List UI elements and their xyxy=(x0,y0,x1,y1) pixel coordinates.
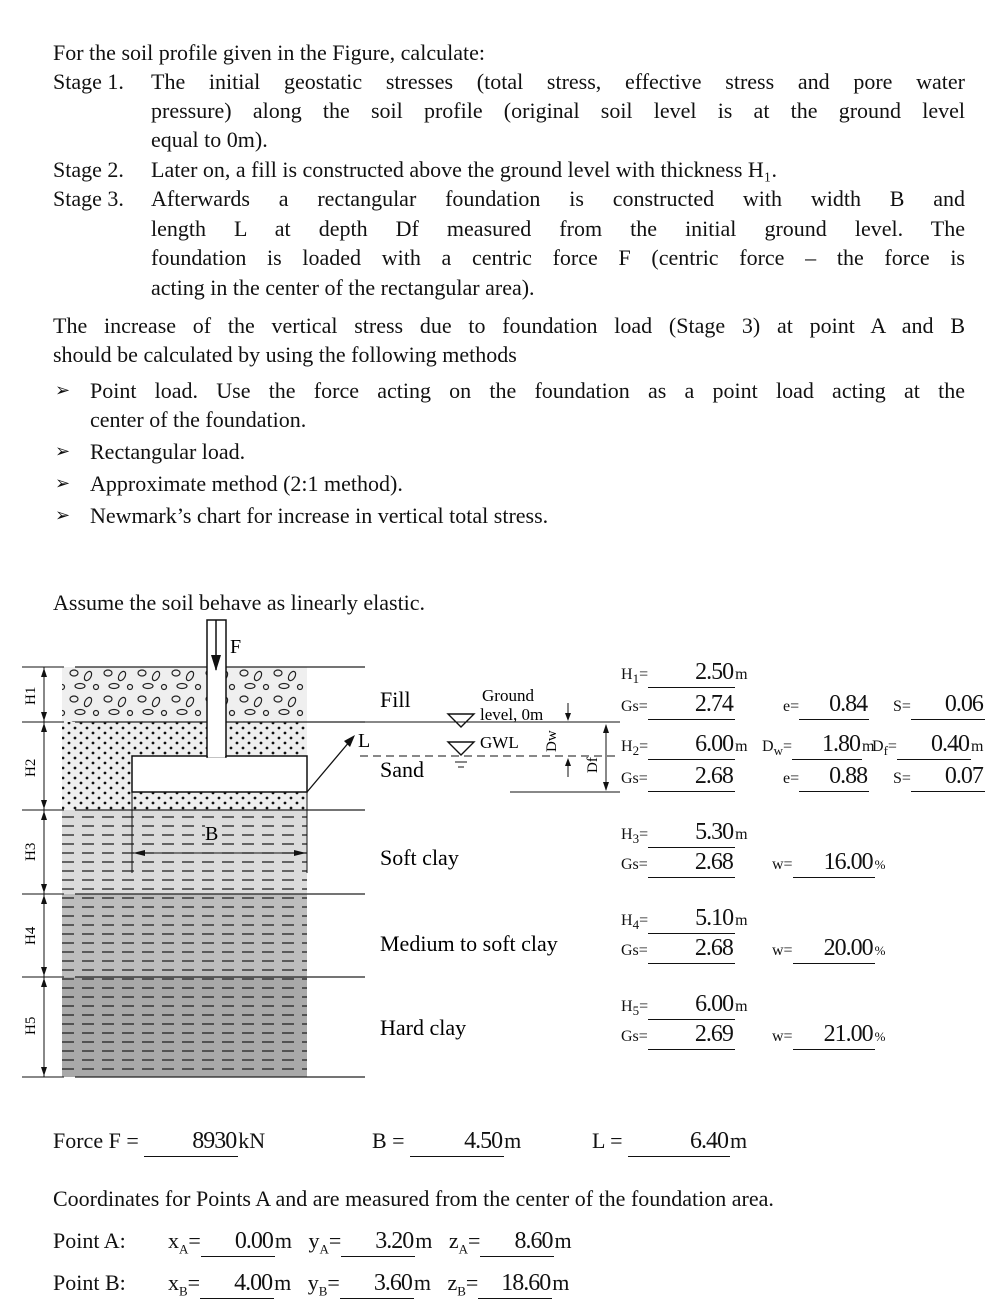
stage-2-line: Later on, a fill is constructed above the ground level with thickness H₁. xyxy=(151,157,777,182)
df-label: Df xyxy=(585,757,601,773)
gs-fill-value: 2.74 xyxy=(648,690,735,720)
layer-name-medium-clay: Medium to soft clay xyxy=(380,931,558,956)
gwl-marker xyxy=(448,742,474,755)
intro-text: For the soil profile given in the Figure, calculate: xyxy=(53,40,485,65)
xa-value: 0.00 xyxy=(201,1227,275,1257)
stage-3-line: foundation is loaded with a centric force F (centric force – the force is xyxy=(151,245,965,270)
force-unit: kN xyxy=(238,1128,266,1153)
unit: % xyxy=(874,1029,886,1044)
s-fill-value: 0.06 xyxy=(911,690,985,720)
layer-name-fill: Fill xyxy=(380,687,411,712)
point-a-row: Point A: $x_A= 0.00m$ $y_A= 3.20m$ $z_A= 8.60m$ xyxy=(53,1228,572,1257)
ground-level-marker xyxy=(448,714,474,727)
gs-sand-value: 2.68 xyxy=(648,762,735,792)
length-label: L xyxy=(358,730,371,752)
method-point-load: Point load. Use the force acting on the foundation as a point load acting at the xyxy=(90,378,965,403)
h2-value: 6.00 xyxy=(648,730,735,760)
h5-label: H5 xyxy=(23,1016,39,1035)
force-label: F xyxy=(230,636,242,658)
unit: % xyxy=(874,857,886,872)
df-value: 0.40 xyxy=(897,730,971,760)
b-label: B = xyxy=(372,1128,405,1153)
bullet-arrow-icon: ➢ xyxy=(55,380,71,400)
unit: m xyxy=(274,1228,292,1253)
h4-value: 5.10 xyxy=(648,904,735,934)
stage-1-line: equal to 0m). xyxy=(151,127,268,152)
unit: m xyxy=(735,738,748,755)
gs-soft-clay-value: 2.68 xyxy=(648,848,735,878)
stage-1-line: pressure) along the soil profile (original soil level is at the ground level xyxy=(151,98,965,123)
ground-level-label-2: level, 0m xyxy=(480,705,544,724)
method-approximate: Approximate method (2:1 method). xyxy=(90,471,403,496)
unit: % xyxy=(874,943,886,958)
e-fill-value: 0.84 xyxy=(799,690,869,720)
stage-1-line: The initial geostatic stresses (total stress, effective stress and pore water xyxy=(151,69,965,94)
h5-value: 6.00 xyxy=(648,990,735,1020)
ground-level-label: Ground xyxy=(482,686,534,705)
b-value: 4.50 xyxy=(410,1127,504,1157)
method-newmark: Newmark’s chart for increase in vertical total stress. xyxy=(90,503,549,528)
assumption-text: Assume the soil behave as linearly elastic. xyxy=(53,590,426,615)
gs-hard-clay-value: 2.69 xyxy=(648,1020,735,1050)
unit: m xyxy=(274,1270,292,1295)
unit: m xyxy=(735,666,748,683)
force-label: Force F = xyxy=(53,1128,139,1153)
document-page: For the soil profile given in the Figure, calculate: Stage 1. The initial geostatic stresses (total stress, effective stress and pore water pressure) along the soil profile (original soil level is at the ground level equal to 0m). Stage 2. Later on, a fill is constructed above the ground level with thickness H₁. Stage 3. Afterwards a rectangular foundation is constructed with width B and length L at depth Df measured from the initial ground level. The foundation is loaded with a centric force F (centric force – the force is acting in the center of the rectangular area). The increase of the vertical stress due to foundation load (Stage 3) at point A and B should be calculated by using the following methods ➢ Point load. Use the force acting on the foundation as a point load acting at the center of the foundation. ➢ Rectangular load. ➢ Approximate method (2:1 method). ➢ Newmark’s chart for increase in vertical total stress. Assume the soil behave as linearly elastic. F L B Ground level, 0m GWL Dw Df H1 H2 H3 H4 H5 Fill Sand Soft clay Medium to soft clay Hard clay $H_1= 2.50$ m Gs= 2.74 e= 0.84 S= 0.06 $H_2= 6.00$ m $D_w= 1.80$ m $D_f= 0.40$ m Gs= 2.68 e= 0.88 S= 0.07 $H_3= 5.30$ m Gs= 2.68 w= 16.00 % $H_4= 5.10$ m Gs= 2.68 w= 20.00 % $H_5= 6.00$ m Gs= 2.69 w= 21.00 % Force F = 8930kN B = 4.50m L = 6.40m Coordinates for Points A and are measured from the center of the foundation area. Point A: $x_A= 0.00m$ $y_A= 3.20m$ $z_A= 8.60m$ Point B: $x_B= 4.00m$ $y_B= 3.60m$ $z_B= 18.60m$ xyxy=(0,0,1000,1301)
w-soft-clay-value: 16.00 xyxy=(793,848,875,878)
method-point-load-cont: center of the foundation. xyxy=(90,407,307,432)
methods-intro: should be calculated by using the following methods xyxy=(53,342,517,367)
force-row xyxy=(53,1126,265,1157)
coords-intro: Coordinates for Points A and are measured from the center of the foundation area. xyxy=(53,1186,774,1211)
methods-intro: The increase of the vertical stress due to foundation load (Stage 3) at point A and B xyxy=(53,313,965,338)
unit: m xyxy=(552,1270,570,1295)
unit: m xyxy=(861,738,875,755)
unit: m xyxy=(413,1270,431,1295)
stage-3-line: length L at depth Df measured from the initial ground level. The xyxy=(151,216,965,241)
unit: m xyxy=(735,826,748,843)
xb-value: 4.00 xyxy=(200,1269,274,1299)
unit: m xyxy=(735,998,748,1015)
layer-name-soft-clay: Soft clay xyxy=(380,845,459,870)
s-sand-value: 0.07 xyxy=(911,762,985,792)
h3-label: H3 xyxy=(23,842,39,861)
h1-label: H1 xyxy=(23,686,39,705)
stage-2-label: Stage 2. xyxy=(53,157,124,182)
bullet-arrow-icon: ➢ xyxy=(55,505,71,525)
bullet-arrow-icon: ➢ xyxy=(55,473,71,493)
unit: m xyxy=(415,1228,433,1253)
unit: m xyxy=(504,1128,522,1153)
h3-value: 5.30 xyxy=(648,818,735,848)
width-label: B xyxy=(205,823,219,845)
l-value: 6.40 xyxy=(628,1127,730,1157)
point-a-label: Point A: xyxy=(53,1228,126,1253)
gwl-label: GWL xyxy=(480,733,519,752)
stage-3-label: Stage 3. xyxy=(53,186,124,211)
h4-label: H4 xyxy=(23,926,39,945)
yb-value: 3.60 xyxy=(340,1269,414,1299)
point-b-row: Point B: $x_B= 4.00m$ $y_B= 3.60m$ $z_B= 18.60m$ xyxy=(53,1270,570,1299)
stage-1-label: Stage 1. xyxy=(53,69,124,94)
ya-value: 3.20 xyxy=(341,1227,415,1257)
b-row xyxy=(372,1126,521,1157)
unit: m xyxy=(735,912,748,929)
stage-3-line: Afterwards a rectangular foundation is constructed with width B and xyxy=(151,186,965,211)
l-row xyxy=(592,1126,747,1157)
layer-name-sand: Sand xyxy=(380,757,424,782)
foundation-footing xyxy=(132,756,307,792)
l-label: L = xyxy=(592,1128,623,1153)
method-rectangular: Rectangular load. xyxy=(90,439,246,464)
e-sand-value: 0.88 xyxy=(799,762,869,792)
h1-value: 2.50 xyxy=(648,658,735,688)
unit: m xyxy=(970,738,984,755)
layer-name-hard-clay: Hard clay xyxy=(380,1015,467,1040)
unit: m xyxy=(554,1228,572,1253)
stage-3-line: acting in the center of the rectangular area). xyxy=(151,275,535,300)
gs-medium-clay-value: 2.68 xyxy=(648,934,735,964)
w-medium-clay-value: 20.00 xyxy=(793,934,875,964)
bullet-arrow-icon: ➢ xyxy=(55,441,71,461)
point-b-label: Point B: xyxy=(53,1270,126,1295)
w-hard-clay-value: 21.00 xyxy=(793,1020,875,1050)
unit: m xyxy=(730,1128,748,1153)
za-value: 8.60 xyxy=(480,1227,554,1257)
dw-value: 1.80 xyxy=(792,730,862,760)
zb-value: 18.60 xyxy=(478,1269,552,1299)
dw-label: Dw xyxy=(544,730,560,752)
h2-label: H2 xyxy=(23,758,39,777)
force-value: 8930 xyxy=(144,1127,238,1157)
